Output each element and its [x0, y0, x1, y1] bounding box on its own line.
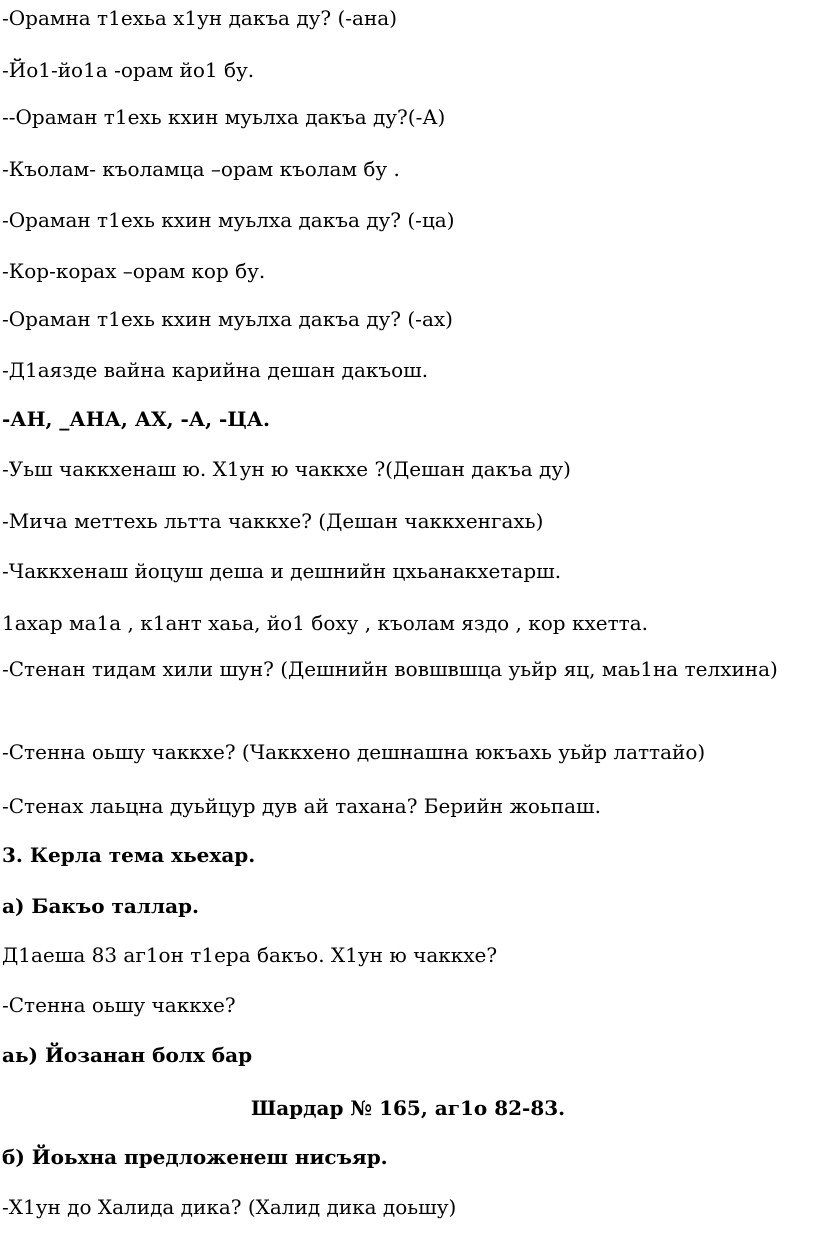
text-line: -Стенна оьшу чаккхе? (Чаккхено дешнашна юкъахь уьйр латтайо) — [2, 740, 706, 764]
text-line: -Кор-корах –орам кор бу. — [2, 259, 266, 283]
text-line: -Ораман т1ехь кхин муьлха дакъа ду? (-ах) — [2, 307, 453, 331]
text-line: 1ахар ма1а , к1ант хаьа, йо1 боху , къолам яздо , кор кхетта. — [2, 611, 648, 635]
text-line: --Ораман т1ехь кхин муьлха дакъа ду?(-А) — [2, 105, 446, 129]
text-line: -Стенна оьшу чаккхе? — [2, 993, 236, 1017]
text-line: -Уьш чаккхенаш ю. Х1ун ю чаккхе ?(Дешан дакъа ду) — [2, 457, 571, 481]
text-line: -Мича меттехь льтта чаккхе? (Дешан чаккхенгахь) — [2, 509, 544, 533]
text-line: -Стенах лаьцна дуьйцур дув ай тахана? Берийн жоьпаш. — [2, 794, 601, 818]
text-line: Д1аеша 83 аг1он т1ера бакъо. Х1ун ю чаккхе? — [2, 943, 498, 967]
text-line: -Йо1-йо1а -орам йо1 бу. — [2, 58, 255, 82]
subsection-heading: а) Бакъо таллар. — [2, 894, 199, 918]
subsection-heading: аь) Йозанан болх бар — [2, 1043, 253, 1067]
text-line: -Ораман т1ехь кхин муьлха дакъа ду? (-ца) — [2, 208, 455, 232]
text-paragraph: -Стенан тидам хили шун? (Дешнийн вовшвшца уьйр яц, маь1на телхина) — [2, 657, 778, 681]
section-heading: 3. Керла тема хьехар. — [2, 843, 256, 867]
text-line-bold: -АН, _АНА, АХ, -А, -ЦА. — [2, 407, 270, 431]
text-line: -Къолам- къоламца –орам къолам бу . — [2, 157, 400, 181]
text-line: -Чаккхенаш йоцуш деша и дешнийн цхьанакхетарш. — [2, 559, 562, 583]
text-line: -Д1аязде вайна карийна дешан дакъош. — [2, 358, 429, 382]
subsection-heading: б) Йоьхна предложенеш нисъяр. — [2, 1145, 388, 1169]
exercise-reference: Шардар № 165, аг1о 82-83. — [250, 1096, 566, 1120]
text-line: -Х1ун до Халида дика? (Халид дика доьшу) — [2, 1195, 457, 1219]
text-line: -Орамна т1ехьа х1ун дакъа ду? (-ана) — [2, 6, 398, 30]
